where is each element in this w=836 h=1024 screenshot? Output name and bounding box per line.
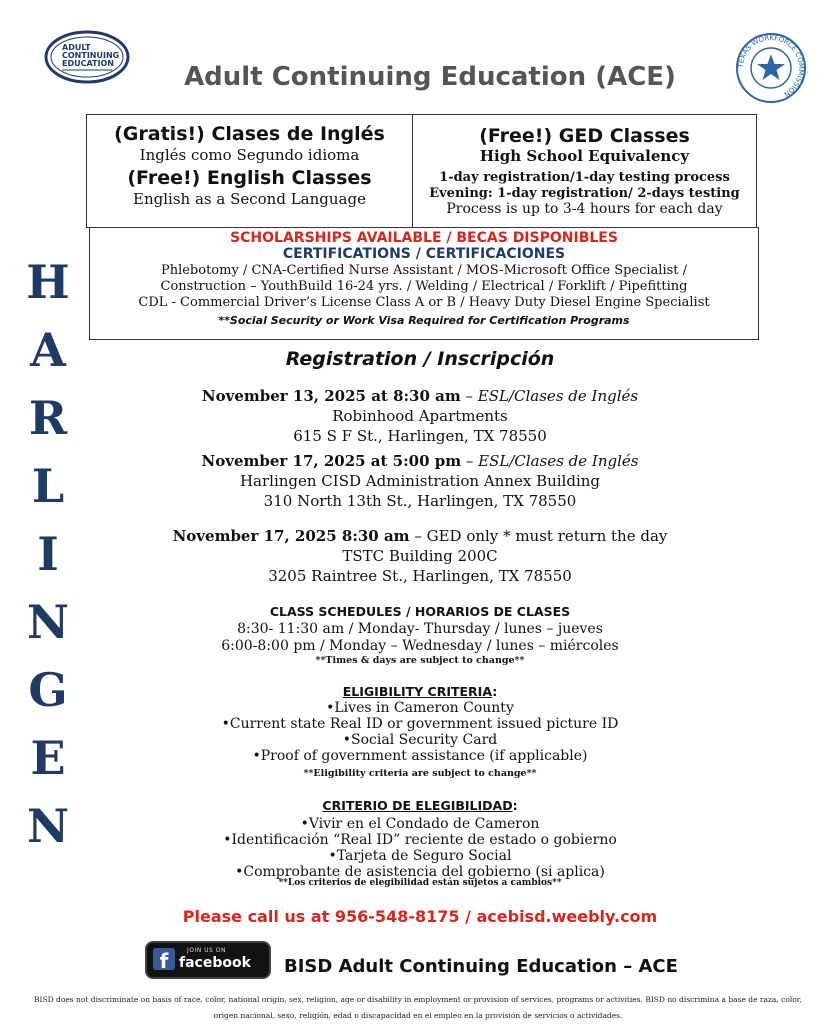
cert-line-3: CDL - Commercial Driver’s License Class A or B / Heavy Duty Diesel Engine Specialist (138, 295, 710, 310)
contact-line[interactable]: Please call us at 956-548-8175 / acebisd.weebly.com (182, 907, 658, 926)
ged-sub: High School Equivalency (479, 147, 690, 165)
facebook-join-label: JOIN US ON (187, 947, 226, 954)
elegibilidad-item: •Comprobante de asistencia del gobierno (si aplica) (235, 864, 605, 880)
twc-seal-icon (735, 32, 807, 104)
city-letter: L (31, 459, 65, 513)
schedules-heading: CLASS SCHEDULES / HORARIOS DE CLASES (269, 604, 571, 619)
event-sep: – (460, 387, 478, 405)
esl-heading-es: (Gratis!) Clases de Inglés (114, 123, 385, 145)
logo-line-1: ADULT (62, 43, 91, 52)
logo-line-3: EDUCATION (62, 59, 114, 68)
event-address: 310 North 13th St., Harlingen, TX 78550 (263, 492, 577, 510)
registration-section (100, 348, 740, 370)
ged-classes-box (412, 114, 757, 228)
city-name-vertical (18, 248, 78, 860)
event-date: November 17, 2025 at 5:00 pm (201, 452, 462, 470)
eligibility-criteria-es (100, 798, 740, 888)
eligibility-item: •Social Security Card (342, 732, 498, 748)
event-place: Robinhood Apartments (332, 407, 508, 425)
scholarships-heading: SCHOLARSHIPS AVAILABLE / BECAS DISPONIBLES (230, 230, 618, 246)
city-letter: I (37, 527, 59, 581)
esl-classes-box (86, 114, 413, 228)
certifications-heading: CERTIFICATIONS / CERTIFICACIONES (282, 246, 566, 262)
city-letter: G (28, 663, 68, 717)
city-letter: A (30, 323, 66, 377)
esl-heading-en: (Free!) English Classes (127, 167, 372, 189)
elegibilidad-colon: : (512, 798, 518, 813)
schedules-note: **Times & days are subject to change** (315, 655, 525, 666)
event-place: TSTC Building 200C (342, 547, 498, 565)
eligibility-item: •Current state Real ID or government issued picture ID (221, 716, 619, 732)
event-sep: – (461, 452, 479, 470)
eligibility-heading: ELIGIBILITY CRITERIA (342, 684, 493, 699)
schedule-line-2: 6:00-8:00 pm / Monday – Wednesday / lunes – miércoles (221, 638, 619, 654)
esl-sub-en: English as a Second Language (133, 190, 366, 208)
registration-heading: Registration / Inscripción (285, 348, 555, 370)
eligibility-criteria-en (100, 684, 740, 779)
event-date: November 13, 2025 at 8:30 am (201, 387, 461, 405)
city-letter: R (28, 391, 68, 445)
city-letter: N (26, 595, 70, 649)
eligibility-item: •Lives in Cameron County (326, 700, 514, 716)
non-discrimination-disclaimer: BISD does not discriminate on basis of race, color, national origin, sex, religion, age or disability in employment or provision of services, programs or activities. BISD no discrimina a base de raza, color, origen nacional, sexo, religión, edad o discapacidad en el empleo en la provisión de servicios o actividades. (34, 995, 802, 1020)
ged-heading: (Free!) GED Classes (479, 125, 690, 147)
elegibilidad-heading: CRITERIO DE ELEGIBILIDAD (322, 798, 513, 813)
ged-line-3: Process is up to 3-4 hours for each day (446, 201, 723, 217)
event-place: Harlingen CISD Administration Annex Building (239, 472, 601, 490)
elegibilidad-note: **Los criterios de elegibilidad están sujetos a cambios** (278, 878, 562, 888)
cert-line-2: Construction – YouthBuild 16-24 yrs. / Welding / Electrical / Forklift / Pipefitting (160, 279, 688, 294)
facebook-icon: f (153, 948, 175, 970)
event-date: November 17, 2025 8:30 am (172, 527, 410, 545)
eligibility-colon: : (492, 684, 498, 699)
facebook-button[interactable] (145, 941, 271, 979)
class-schedules (100, 604, 740, 666)
footer-title: BISD Adult Continuing Education – ACE (284, 956, 678, 977)
event-sep: – (409, 527, 427, 545)
ged-line-2: Evening: 1-day registration/ 2-days testing (429, 186, 740, 201)
city-letter: E (30, 731, 66, 785)
page-title: Adult Continuing Education (ACE) (184, 62, 676, 92)
cert-line-1: Phlebotomy / CNA-Certified Nurse Assistant / MOS-Microsoft Office Specialist / (160, 263, 688, 278)
event-type: GED only * must return the day (426, 527, 668, 545)
schedule-line-1: 8:30- 11:30 am / Monday- Thursday / lunes – jueves (237, 621, 603, 637)
eligibility-item: •Proof of government assistance (if applicable) (252, 748, 588, 764)
esl-sub-es: Inglés como Segundo idioma (139, 146, 360, 164)
event-address: 615 S F St., Harlingen, TX 78550 (293, 427, 547, 445)
cert-note: **Social Security or Work Visa Required for Certification Programs (218, 314, 630, 327)
elegibilidad-item: •Identificación “Real ID” reciente de estado o gobierno (223, 832, 617, 848)
logo-line-2: CONTINUING (62, 51, 120, 60)
city-letter: H (26, 255, 70, 309)
event-type: ESL/Clases de Inglés (477, 387, 639, 405)
event-2 (100, 451, 740, 511)
event-3 (100, 526, 740, 586)
facebook-label: facebook (179, 955, 251, 971)
elegibilidad-item: •Tarjeta de Seguro Social (328, 848, 512, 864)
certifications-box (89, 227, 759, 340)
seal-text: TEXAS WORKFORCE COMMISSION (736, 33, 806, 99)
elegibilidad-item: •Vivir en el Condado de Cameron (300, 816, 540, 832)
event-1 (100, 386, 740, 446)
eligibility-note: **Eligibility criteria are subject to change** (303, 768, 537, 779)
ged-line-1: 1-day registration/1-day testing process (439, 170, 730, 185)
event-address: 3205 Raintree St., Harlingen, TX 78550 (268, 567, 572, 585)
city-letter: N (26, 799, 70, 853)
event-type: ESL/Clases de Inglés (478, 452, 639, 470)
ace-logo (44, 30, 130, 84)
